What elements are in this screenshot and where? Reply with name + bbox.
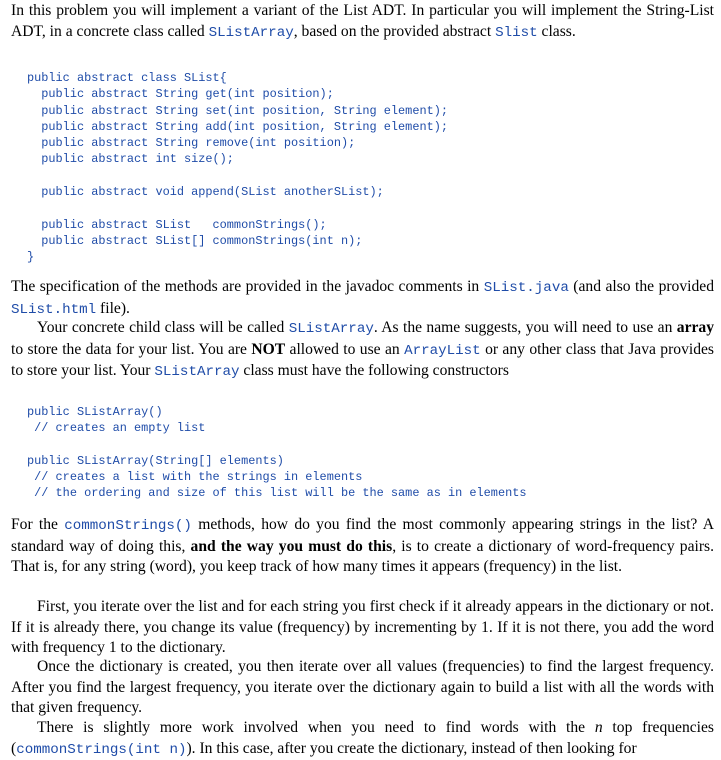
spec-text-2: (and also the provided: [568, 278, 714, 295]
more-text-1: There is slightly more work involved when you need to find words with the: [37, 719, 595, 736]
intro-text-1: In this problem you will implement a variant of the List ADT. In particular you will implement the String-List ADT, in a concrete class called: [11, 2, 714, 40]
code-line: public SListArray(String[] elements): [27, 453, 284, 468]
spec-text-1: The specification of the methods are provided in the javadoc comments in: [11, 278, 484, 295]
code-line: [27, 200, 448, 216]
constructors-code-listing: [27, 404, 527, 502]
code-line: [27, 437, 527, 453]
concrete-text-2: . As the name suggests, you will need to use an: [373, 319, 677, 336]
code-line: public abstract String remove(int position);: [27, 136, 356, 151]
concrete-class-paragraph: [11, 318, 714, 383]
common-strings-paragraph: [11, 515, 714, 578]
slistarray-code: SListArray: [288, 321, 374, 337]
once-text: Once the dictionary is created, you then iterate over all values (frequencies) to find the largest frequency. After you find the largest frequency, you iterate over the dictionary again to build a list with all the words with that given frequency.: [11, 658, 714, 717]
more-text-2: top frequencies (: [11, 719, 715, 757]
code-line: public abstract SList commonStrings();: [27, 217, 327, 232]
code-line: public abstract SList[] commonStrings(int n);: [27, 233, 363, 248]
intro-paragraph: [11, 1, 714, 43]
class-name-code: SListArray: [208, 24, 294, 41]
once-paragraph: [11, 657, 714, 719]
code-line: public abstract String get(int position);: [27, 87, 334, 102]
code-line: // creates a list with the strings in elements: [27, 470, 363, 485]
concrete-text-3: to store the data for your list. You are: [11, 340, 252, 358]
code-line: }: [27, 250, 35, 265]
common-text-1: For the: [11, 516, 65, 533]
concrete-text-4: allowed to use an: [285, 340, 405, 358]
not-bold: NOT: [251, 340, 286, 358]
commonstrings-int-n-code: commonStrings(int n): [16, 741, 187, 758]
slistarray-code-2: SListArray: [154, 364, 240, 381]
first-paragraph: [11, 597, 714, 659]
concrete-text-6: class must have the following constructors: [239, 362, 509, 380]
code-line: public abstract String set(int position, String element);: [27, 103, 448, 118]
abstract-class-code-listing: [27, 70, 448, 266]
first-text: First, you iterate over the list and for each string you first check if it already appears in the dictionary or not. If it is already there, you change its value (frequency) by incrementing by 1. If it is not there, you add the word with frequency 1 to the dictionary.: [11, 598, 714, 657]
code-line: [27, 168, 448, 184]
common-text-3: , is to create a dictionary of word-frequency pairs. That is, for any string (word), you keep track of how many times it appears (frequency) in the list.: [11, 537, 714, 576]
code-line: public SListArray(): [27, 405, 163, 419]
code-line: public abstract int size();: [27, 152, 234, 167]
spec-text-3: file).: [96, 299, 130, 317]
abstract-class-code: Slist: [495, 24, 538, 41]
slist-html-code: SList.html: [11, 301, 97, 318]
concrete-text-5: or any other class that Java provides to store your list. Your: [11, 340, 714, 380]
code-line: // creates an empty list: [27, 421, 206, 436]
code-line: public abstract void append(SList anotherSList);: [27, 185, 384, 200]
slist-java-code: SList.java: [483, 280, 569, 296]
intro-text-3: class.: [537, 22, 576, 40]
specification-paragraph: [11, 277, 714, 320]
common-text-2: methods, how do you find the most commonly appearing strings in the list? A standard way of doing this,: [11, 516, 714, 555]
more-text-3: ). In this case, after you create the dictionary, instead of then looking for: [186, 739, 637, 757]
intro-text-2: , based on the provided abstract: [293, 22, 496, 40]
arraylist-code: ArrayList: [404, 342, 481, 359]
concrete-text-1: Your concrete child class will be called: [37, 319, 289, 336]
code-line: // the ordering and size of this list will be the same as in elements: [27, 486, 527, 501]
more-work-paragraph: [11, 718, 714, 760]
commonstrings-code: commonStrings(): [64, 518, 192, 534]
code-line: public abstract class SList{: [27, 71, 227, 85]
n-variable: n: [594, 719, 603, 736]
array-bold: array: [676, 319, 714, 336]
code-line: public abstract String add(int position, String element);: [27, 119, 448, 134]
must-do-bold: and the way you must do this: [190, 537, 393, 555]
